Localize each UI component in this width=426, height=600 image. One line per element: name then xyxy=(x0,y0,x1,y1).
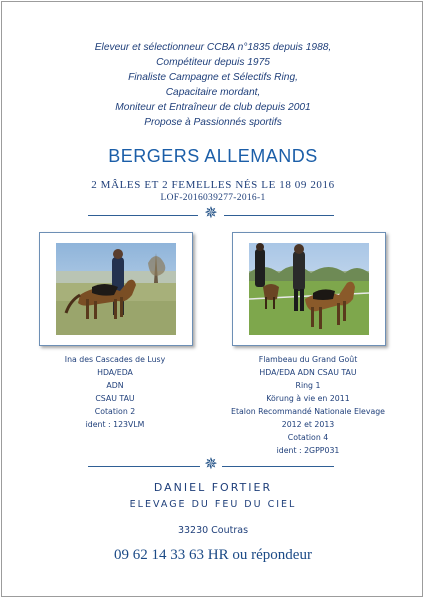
mother-details xyxy=(39,353,191,431)
intro-line: Compétiteur depuis 1975 xyxy=(156,57,270,68)
phone-number: 09 62 14 33 63 HR ou répondeur xyxy=(114,547,312,563)
page-title: BERGERS ALLEMANDS xyxy=(108,146,318,166)
intro-line: Capacitaire mordant, xyxy=(165,87,261,98)
father-line: Ring 1 xyxy=(295,381,321,390)
mother-photo-frame xyxy=(39,232,193,346)
father-name: Flambeau du Grand Goût xyxy=(258,355,358,364)
father-line: Cotation 4 xyxy=(287,433,329,442)
father-line: 2012 et 2013 xyxy=(281,420,335,429)
mother-line: HDA/EDA xyxy=(97,368,133,377)
mother-line: ident : 123VLM xyxy=(85,420,145,429)
star-ornament-icon: ✵ xyxy=(204,205,218,222)
breeder-name: DANIEL FORTIER xyxy=(153,481,273,494)
mother-line: Cotation 2 xyxy=(94,407,136,416)
father-line: ident : 2GPP031 xyxy=(276,446,340,455)
kennel-name: ELEVAGE DU FEU DU CIEL xyxy=(129,499,297,510)
litter-subtitle: 2 MÂLES ET 2 FEMELLES NÉS LE 18 09 2016 xyxy=(91,179,335,191)
mother-line: ADN xyxy=(106,381,124,390)
bottom-divider xyxy=(88,455,334,479)
father-line: HDA/EDA ADN CSAU TAU xyxy=(259,368,357,377)
father-photo-frame xyxy=(232,232,386,346)
mother-line: CSAU TAU xyxy=(95,394,135,403)
intro-line: Moniteur et Entraîneur de club depuis 2001 xyxy=(115,102,311,113)
father-line: Etalon Recommandé Nationale Elevage xyxy=(231,407,385,416)
mother-photo xyxy=(56,243,176,335)
mother-name: Ina des Cascades de Lusy xyxy=(64,355,166,364)
star-ornament-icon: ✵ xyxy=(204,456,218,473)
father-photo xyxy=(249,243,369,335)
intro-line: Finaliste Campagne et Sélectifs Ring, xyxy=(128,72,298,83)
top-divider xyxy=(88,204,334,228)
father-line: Körung à vie en 2011 xyxy=(266,394,350,403)
city: 33230 Coutras xyxy=(177,525,249,536)
intro-line: Eleveur et sélectionneur CCBA n°1835 depuis 1988, xyxy=(94,42,332,53)
father-details xyxy=(218,353,398,457)
breeder-intro xyxy=(0,40,426,130)
lof-number: LOF-2016039277-2016-1 xyxy=(160,193,266,203)
intro-line: Propose à Passionnés sportifs xyxy=(144,117,282,128)
